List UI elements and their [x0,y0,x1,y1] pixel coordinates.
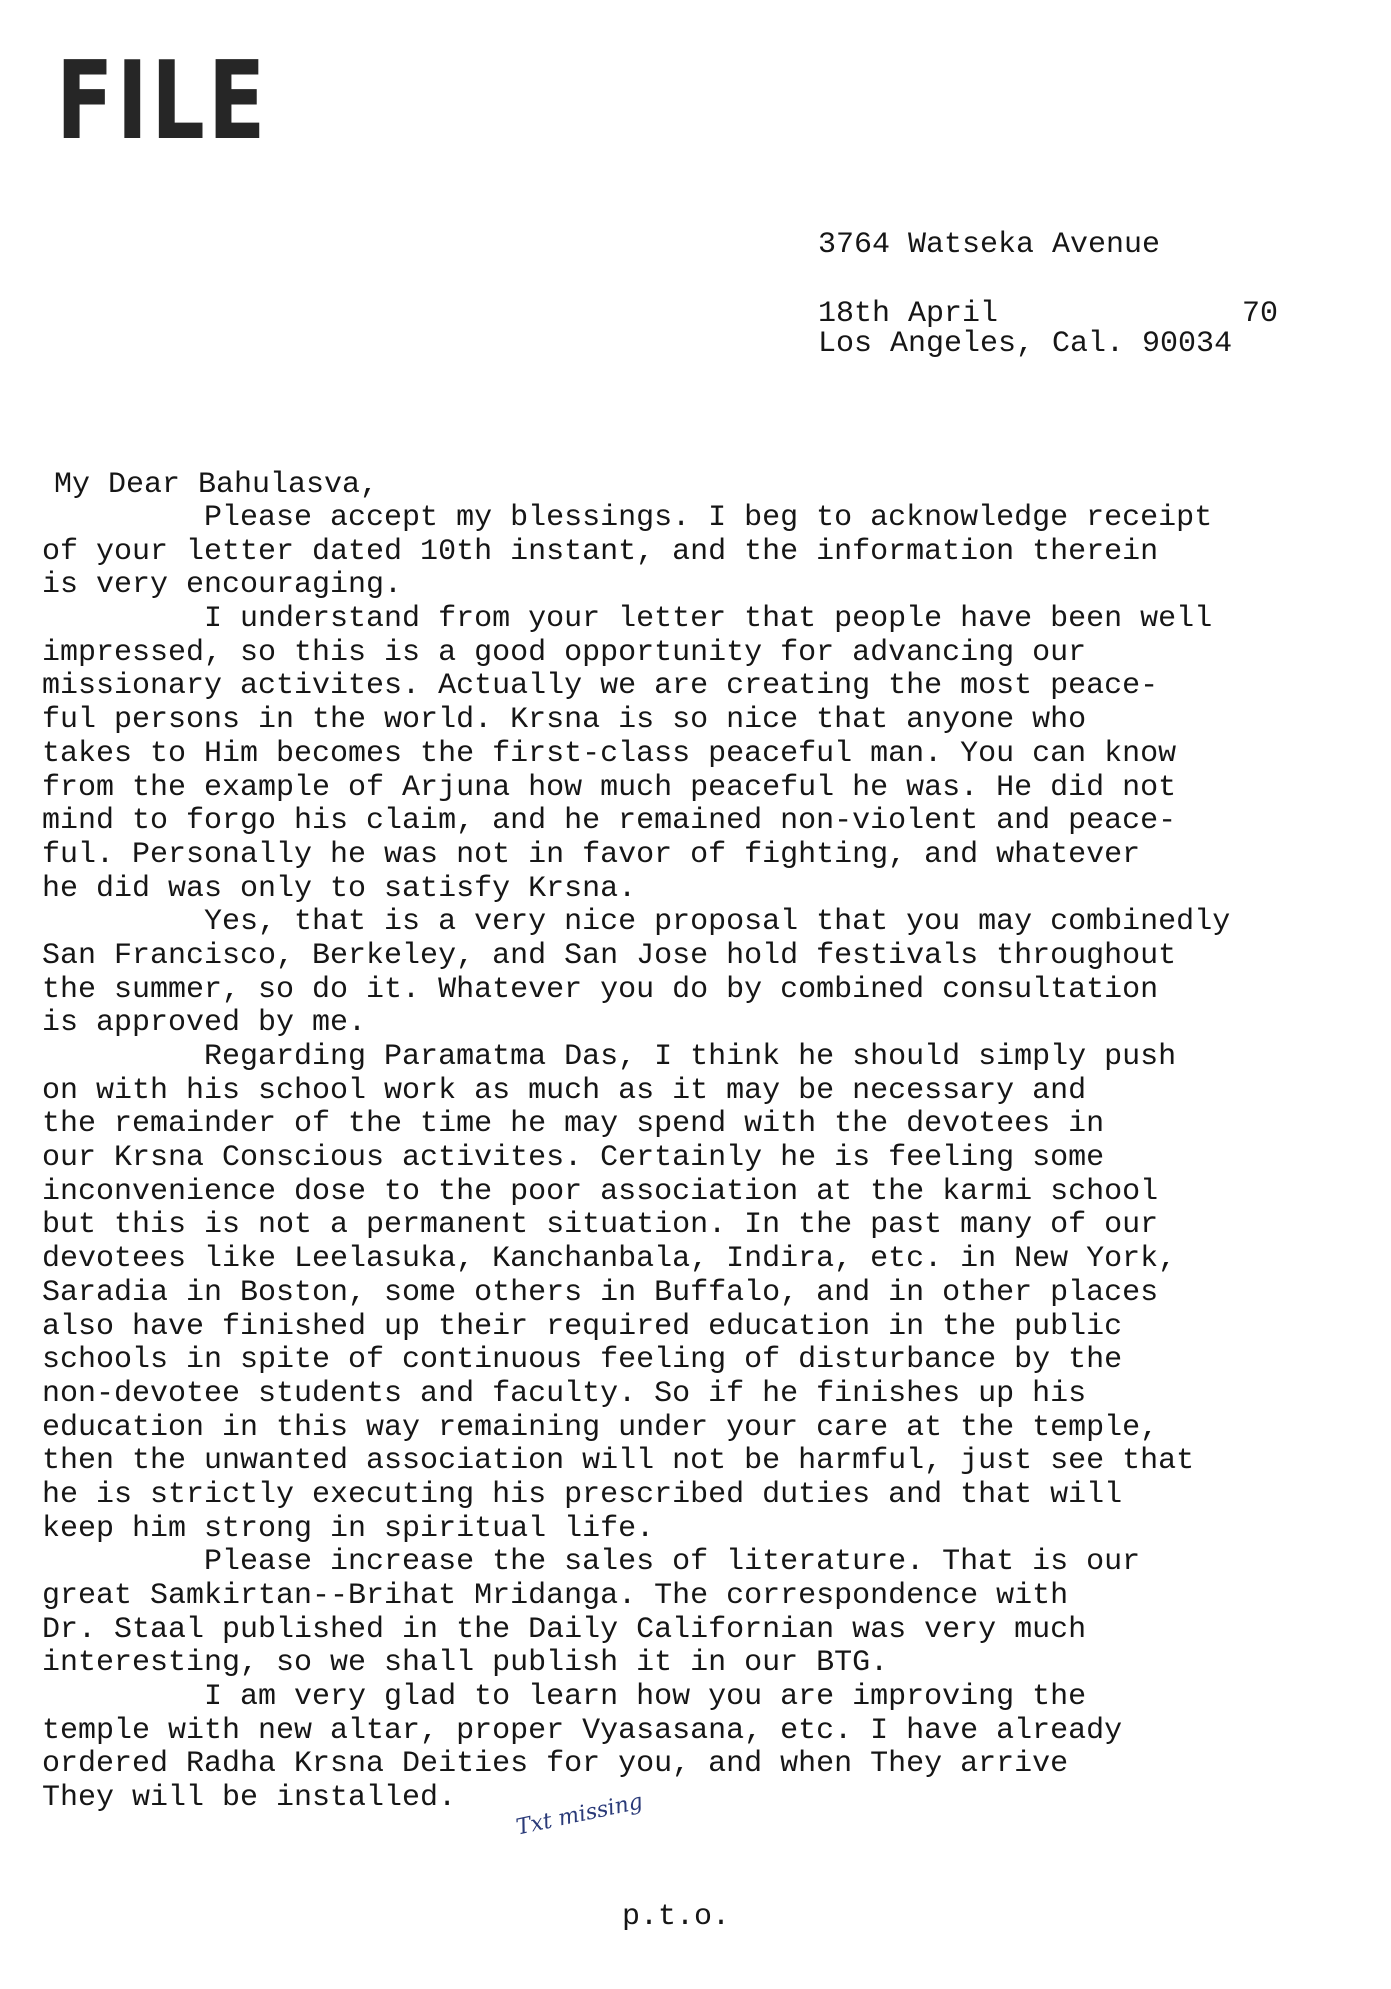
body-line: Yes, that is a very nice proposal that you may combinedly [42,905,1231,940]
salutation: My Dear Bahulasva, [54,468,379,502]
body-line: education in this way remaining under your care at the temple, [42,1410,1159,1445]
body-line: impressed, so this is a good opportunity for advancing our [42,635,1087,670]
body-line: takes to Him becomes the first-class peaceful man. You can know [42,736,1177,771]
body-line: he did was only to satisfy Krsna. [42,871,637,906]
date-year: 70 [1241,297,1278,331]
body-line: Please accept my blessings. I beg to acknowledge receipt [42,501,1213,535]
letter-body [42,502,1362,1816]
body-line: Regarding Paramatma Das, I think he should simply push [42,1040,1177,1074]
body-line: the remainder of the time he may spend with the devotees in [42,1107,1105,1142]
page-turn-over: p.t.o. [622,1900,731,1934]
body-line: mind to forgo his claim, and he remained non-violent and peace- [42,804,1177,839]
body-line: of your letter dated 10th instant, and the information therein [42,534,1159,569]
body-line: Dr. Staal published in the Daily Californian was very much [42,1612,1087,1647]
sender-address [818,163,1232,427]
body-line: our Krsna Conscious activites. Certainly he is feeling some [42,1141,1105,1176]
file-stamp: FILE [56,39,269,164]
body-line: temple with new altar, proper Vyasasana, etc. I have already [42,1713,1123,1748]
address-line-2: Los Angeles, Cal. 90034 [818,327,1233,361]
body-line: he is strictly executing his prescribed duties and that will [42,1477,1123,1512]
date-day-month: 18th April [818,297,999,331]
body-line: inconvenience dose to the poor association at the karmi school [42,1174,1159,1209]
body-line: the summer, so do it. Whatever you do by combined consultation [42,972,1159,1007]
body-line: They will be installed. [42,1781,457,1816]
letter-date [818,297,1278,331]
body-line: non-devotee students and faculty. So if he finishes up his [42,1376,1087,1411]
body-line: interesting, so we shall publish it in our BTG. [42,1646,889,1681]
body-line: then the unwanted association will not be harmful, just see that [42,1444,1195,1479]
body-line: I am very glad to learn how you are improving the [42,1680,1087,1715]
body-line: Please increase the sales of literature. That is our [42,1545,1141,1580]
body-line: Saradia in Boston, some others in Buffalo, and in other places [42,1275,1159,1310]
body-line: ful. Personally he was not in favor of fighting, and whatever [42,837,1141,872]
body-line: missionary activites. Actually we are creating the most peace- [42,669,1159,704]
body-line: on with his school work as much as it may be necessary and [42,1073,1087,1108]
body-line: I understand from your letter that people have been well [42,602,1213,637]
body-line: keep him strong in spiritual life. [42,1511,655,1546]
body-line: from the example of Arjuna how much peaceful he was. He did not [42,770,1177,805]
body-line: devotees like Leelasuka, Kanchanbala, Indira, etc. in New York, [42,1242,1177,1277]
address-line-1: 3764 Watseka Avenue [818,228,1161,262]
body-line: ordered Radha Krsna Deities for you, and when They arrive [42,1747,1069,1782]
body-line: schools in spite of continuous feeling of disturbance by the [42,1343,1123,1378]
body-line: ful persons in the world. Krsna is so nice that anyone who [42,703,1087,738]
body-line: also have finished up their required education in the public [42,1309,1123,1344]
body-line: San Francisco, Berkeley, and San Jose hold festivals throughout [42,938,1177,973]
handwritten-note: Txt missing [514,1789,646,1841]
body-line: but this is not a permanent situation. In the past many of our [42,1208,1159,1243]
body-line: great Samkirtan--Brihat Mridanga. The correspondence with [42,1579,1069,1613]
body-line: is very encouraging. [42,568,403,603]
body-line: is approved by me. [42,1006,367,1041]
